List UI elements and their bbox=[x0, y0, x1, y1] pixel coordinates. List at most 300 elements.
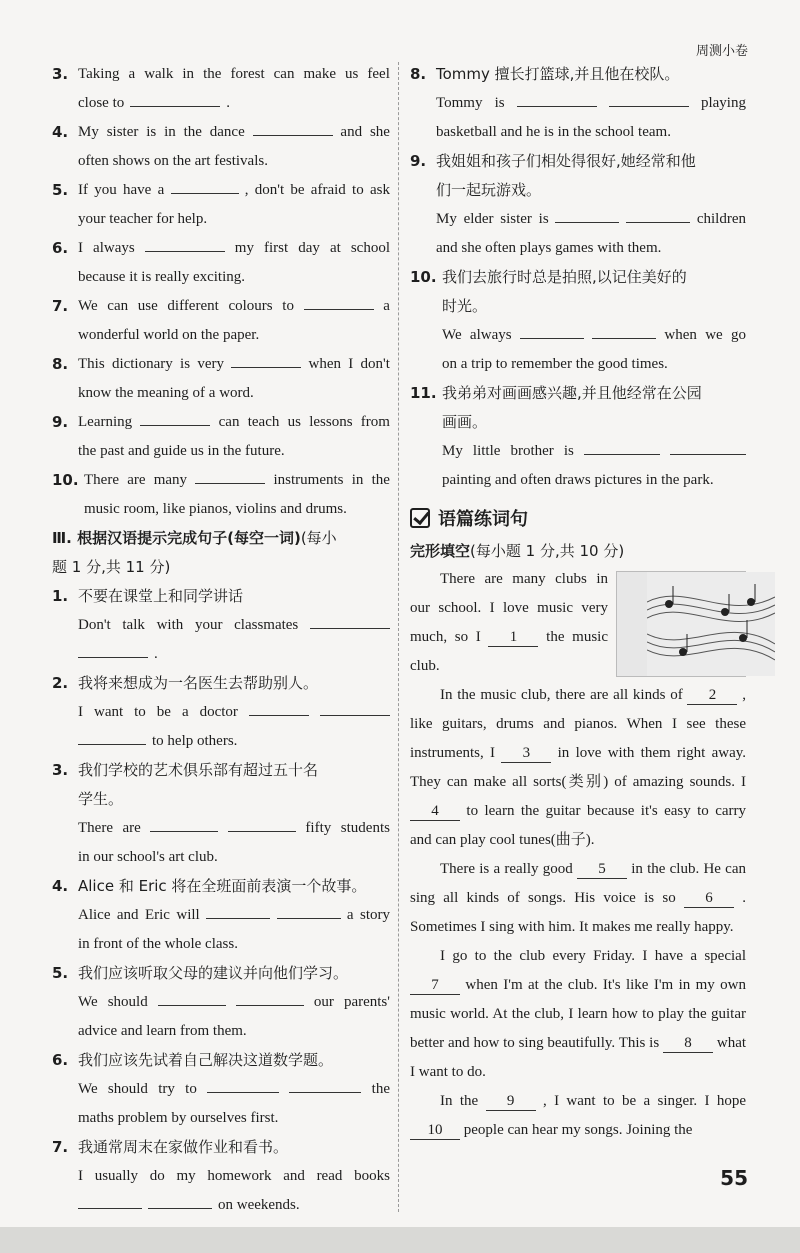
section-3-score-line bbox=[52, 553, 390, 582]
word: try bbox=[158, 1081, 175, 1097]
text-line bbox=[78, 930, 390, 959]
question-number: 4. bbox=[52, 877, 69, 895]
text-line bbox=[78, 350, 390, 379]
section-3-score-cont: 题 1 分,共 11 分) bbox=[52, 558, 171, 576]
text-line bbox=[442, 350, 746, 379]
word: My bbox=[436, 211, 457, 227]
question-item bbox=[52, 292, 390, 350]
question-item bbox=[52, 234, 390, 292]
question-item bbox=[52, 669, 390, 756]
answer-blank[interactable] bbox=[520, 322, 584, 339]
practice-title: 语篇练词句 bbox=[438, 509, 528, 530]
word: my bbox=[234, 240, 254, 256]
cloze-text: what I want to do. bbox=[410, 1035, 747, 1080]
answer-blank[interactable] bbox=[249, 699, 309, 716]
answer-blank[interactable] bbox=[78, 1192, 142, 1209]
question-item bbox=[52, 466, 390, 524]
text-line bbox=[78, 727, 390, 756]
question-number: 10. bbox=[410, 268, 437, 286]
answer-blank[interactable] bbox=[78, 728, 146, 745]
word: I bbox=[78, 240, 83, 256]
text-line bbox=[78, 1017, 390, 1046]
question-item bbox=[52, 756, 390, 872]
answer-blank[interactable] bbox=[670, 438, 746, 455]
word: There bbox=[78, 820, 113, 836]
chinese-prompt: 我们应该先试着自己解决这道数学题。 bbox=[78, 1051, 334, 1069]
word: talk bbox=[122, 617, 145, 633]
word: is bbox=[538, 211, 549, 227]
text-line bbox=[78, 205, 390, 234]
word: different bbox=[167, 298, 219, 314]
word: ask bbox=[369, 182, 390, 198]
word: feel bbox=[367, 66, 390, 82]
word: We bbox=[78, 1081, 98, 1097]
question-number: 7. bbox=[52, 1138, 69, 1156]
word: parents' bbox=[343, 994, 390, 1010]
word: usually bbox=[94, 1168, 139, 1184]
answer-blank[interactable] bbox=[130, 90, 220, 107]
chinese-prompt: 我们应该听取父母的建议并向他们学习。 bbox=[78, 964, 349, 982]
text-line bbox=[78, 1075, 390, 1104]
word: Learning bbox=[78, 414, 133, 430]
question-item bbox=[52, 350, 390, 408]
cloze-heading bbox=[410, 537, 746, 565]
word: We bbox=[78, 298, 98, 314]
column-divider bbox=[398, 62, 399, 1212]
text-line bbox=[78, 988, 390, 1017]
answer-blank[interactable] bbox=[158, 989, 226, 1006]
word: in bbox=[182, 66, 195, 82]
text-line bbox=[78, 437, 390, 466]
word: from bbox=[360, 414, 390, 430]
answer-blank[interactable] bbox=[78, 641, 148, 658]
word: use bbox=[137, 298, 158, 314]
word: There bbox=[84, 472, 119, 488]
word: I bbox=[78, 704, 83, 720]
answer-blank[interactable] bbox=[320, 699, 390, 716]
word: do bbox=[149, 1168, 165, 1184]
text-line bbox=[436, 234, 746, 263]
text-line bbox=[78, 60, 390, 89]
word: Tommy bbox=[436, 95, 483, 111]
cloze-blank-5[interactable]: 5 bbox=[577, 860, 627, 879]
word: dance bbox=[209, 124, 245, 140]
music-staff-icon bbox=[647, 572, 775, 676]
word: read bbox=[316, 1168, 343, 1184]
word: have bbox=[123, 182, 152, 198]
word: basketball and he is in the school team. bbox=[436, 124, 671, 140]
word: the bbox=[371, 1081, 390, 1097]
word: my bbox=[176, 1168, 196, 1184]
question-number: 9. bbox=[410, 152, 427, 170]
word: us bbox=[345, 66, 359, 82]
question-number: 5. bbox=[52, 964, 69, 982]
word: close to bbox=[78, 95, 125, 111]
word: us bbox=[287, 414, 301, 430]
cloze-blank-3[interactable]: 3 bbox=[501, 744, 551, 763]
word: My bbox=[78, 124, 99, 140]
word: should bbox=[107, 994, 148, 1010]
word: on weekends. bbox=[218, 1197, 300, 1213]
answer-blank[interactable] bbox=[555, 206, 619, 223]
word: the bbox=[371, 472, 390, 488]
question-number: 3. bbox=[52, 761, 69, 779]
word: advice and learn from them. bbox=[78, 1023, 247, 1039]
answer-blank[interactable] bbox=[206, 902, 270, 919]
word: first bbox=[264, 240, 289, 256]
cloze-score: (每小题 1 分,共 10 分) bbox=[470, 542, 625, 560]
text-line bbox=[436, 205, 746, 234]
answer-blank[interactable] bbox=[145, 235, 225, 252]
right-column bbox=[410, 60, 746, 1145]
word: go bbox=[730, 327, 746, 343]
cloze-blank-10[interactable]: 10 bbox=[410, 1121, 460, 1140]
chinese-prompt-cont: 时光。 bbox=[442, 297, 488, 315]
cloze-blank-4[interactable]: 4 bbox=[410, 802, 460, 821]
word: painting and often draws pictures in the park. bbox=[442, 472, 714, 488]
cloze-paragraph bbox=[410, 565, 746, 681]
word: walk bbox=[144, 66, 174, 82]
word: and bbox=[340, 124, 363, 140]
word: when bbox=[664, 327, 697, 343]
word: the past and guide us in the future. bbox=[78, 443, 285, 459]
word: This bbox=[78, 356, 105, 372]
word: in front of the whole class. bbox=[78, 936, 238, 952]
answer-blank[interactable] bbox=[228, 815, 296, 832]
word: and she often plays games with them. bbox=[436, 240, 662, 256]
text-line bbox=[442, 321, 746, 350]
word: our bbox=[313, 994, 334, 1010]
word: when bbox=[308, 356, 341, 372]
page-number: 55 bbox=[720, 1166, 748, 1190]
word: playing bbox=[700, 95, 746, 111]
word: to bbox=[185, 1081, 197, 1097]
question-number: 5. bbox=[52, 181, 69, 199]
question-number: 2. bbox=[52, 674, 69, 692]
word: Taking bbox=[78, 66, 120, 82]
chinese-prompt: 我通常周末在家做作业和看书。 bbox=[78, 1138, 289, 1156]
word: your teacher for help. bbox=[78, 211, 208, 227]
cloze-text: people can hear my songs. Joining the bbox=[463, 1122, 693, 1138]
word: school bbox=[350, 240, 390, 256]
answer-blank[interactable] bbox=[277, 902, 341, 919]
word: to bbox=[134, 704, 146, 720]
word: are bbox=[127, 472, 146, 488]
cloze-text: to learn the guitar because it's easy to carry and can play cool tunes(曲子). bbox=[410, 803, 747, 848]
cloze-paragraph bbox=[410, 942, 746, 1087]
text-line bbox=[78, 292, 390, 321]
left-column bbox=[52, 60, 390, 1220]
question-number: 11. bbox=[410, 384, 437, 402]
text-line bbox=[78, 321, 390, 350]
answer-blank[interactable] bbox=[253, 119, 333, 136]
word: your bbox=[194, 617, 223, 633]
text-line bbox=[78, 814, 390, 843]
word: to bbox=[282, 298, 294, 314]
word: we bbox=[705, 327, 723, 343]
header-tag: 周测小卷 bbox=[695, 44, 748, 59]
word: forest bbox=[230, 66, 265, 82]
word: books bbox=[354, 1168, 390, 1184]
cloze-blank-6[interactable]: 6 bbox=[684, 889, 734, 908]
text-line bbox=[436, 89, 746, 118]
word: lessons bbox=[309, 414, 353, 430]
text-line bbox=[442, 437, 746, 466]
cloze-blank-9[interactable]: 9 bbox=[486, 1092, 536, 1111]
cloze-text: the music club. bbox=[410, 629, 608, 674]
answer-blank[interactable] bbox=[148, 1192, 212, 1209]
word: sister bbox=[106, 124, 139, 140]
word: the bbox=[183, 124, 202, 140]
word: . bbox=[226, 95, 230, 111]
question-item bbox=[410, 263, 746, 379]
word: fifty bbox=[305, 820, 332, 836]
question-item bbox=[52, 872, 390, 959]
chinese-prompt: Alice 和 Eric 将在全班面前表演一个故事。 bbox=[78, 877, 367, 895]
word: often shows on the art festivals. bbox=[78, 153, 268, 169]
answer-blank[interactable] bbox=[592, 322, 656, 339]
cloze-text: There is a really good bbox=[440, 861, 573, 877]
word: instruments bbox=[273, 472, 344, 488]
word: a bbox=[383, 298, 390, 314]
word: children bbox=[696, 211, 746, 227]
word: make bbox=[303, 66, 336, 82]
answer-blank[interactable] bbox=[310, 612, 390, 629]
cloze-text: In the bbox=[440, 1093, 479, 1109]
text-line bbox=[442, 466, 746, 495]
word: Eric bbox=[144, 907, 170, 923]
chinese-prompt: Tommy 擅长打篮球,并且他在校队。 bbox=[436, 65, 680, 83]
word: music room, like pianos, violins and drums. bbox=[84, 501, 347, 517]
text-line bbox=[436, 118, 746, 147]
word: students bbox=[340, 820, 390, 836]
word: Alice bbox=[78, 907, 111, 923]
cloze-text: in the club. He can sing all kinds of songs. His voice is so bbox=[410, 861, 746, 906]
word: If bbox=[78, 182, 88, 198]
text-line bbox=[78, 901, 390, 930]
word: I bbox=[348, 356, 354, 372]
question-item bbox=[52, 582, 390, 669]
word: always bbox=[93, 240, 135, 256]
question-item bbox=[52, 1046, 390, 1133]
text-line bbox=[78, 379, 390, 408]
word: My bbox=[442, 443, 463, 459]
word: in bbox=[351, 472, 364, 488]
text-line bbox=[84, 495, 390, 524]
word: classmates bbox=[234, 617, 299, 633]
word: can bbox=[218, 414, 240, 430]
answer-blank[interactable] bbox=[584, 438, 660, 455]
word: should bbox=[107, 1081, 148, 1097]
chinese-prompt: 我们学校的艺术俱乐部有超过五十名 bbox=[78, 761, 319, 779]
music-notes-image bbox=[616, 571, 746, 677]
word: I bbox=[78, 1168, 83, 1184]
word: you bbox=[94, 182, 117, 198]
word: very bbox=[197, 356, 224, 372]
answer-blank[interactable] bbox=[195, 467, 265, 484]
answer-blank[interactable] bbox=[236, 989, 304, 1006]
word: many bbox=[153, 472, 188, 488]
word: will bbox=[176, 907, 200, 923]
cloze-text: I go to the club every Friday. I have a special bbox=[440, 948, 746, 964]
text-line bbox=[78, 843, 390, 872]
word: and bbox=[283, 1168, 305, 1184]
bottom-band bbox=[0, 1227, 800, 1253]
question-item bbox=[52, 60, 390, 118]
question-number: 9. bbox=[52, 413, 69, 431]
cloze-text: , like guitars, drums and pianos. When I see these instruments, I bbox=[410, 687, 747, 761]
word: be bbox=[290, 182, 305, 198]
question-item bbox=[52, 408, 390, 466]
word: because it is really exciting. bbox=[78, 269, 246, 285]
question-number: 10. bbox=[52, 471, 79, 489]
word: a bbox=[157, 182, 165, 198]
word: Don't bbox=[78, 617, 111, 633]
word: is bbox=[146, 124, 157, 140]
text-line bbox=[78, 234, 390, 263]
answer-blank[interactable] bbox=[231, 351, 301, 368]
question-number: 1. bbox=[52, 587, 69, 605]
cloze-paragraph bbox=[410, 681, 746, 855]
question-item bbox=[410, 60, 746, 147]
text-line bbox=[78, 1191, 390, 1220]
word: in our school's art club. bbox=[78, 849, 218, 865]
word: brother bbox=[510, 443, 554, 459]
word: We bbox=[442, 327, 462, 343]
question-number: 6. bbox=[52, 239, 69, 257]
cloze-blank-8[interactable]: 8 bbox=[663, 1034, 713, 1053]
word: with bbox=[156, 617, 184, 633]
checkbox-icon bbox=[410, 508, 430, 528]
word: sister bbox=[500, 211, 532, 227]
question-item bbox=[52, 1133, 390, 1220]
chinese-prompt-cont: 们一起玩游戏。 bbox=[436, 181, 542, 199]
word: . bbox=[154, 646, 158, 662]
question-number: 8. bbox=[52, 355, 69, 373]
question-item bbox=[52, 959, 390, 1046]
question-number: 7. bbox=[52, 297, 69, 315]
word: elder bbox=[463, 211, 494, 227]
word: on a trip to remember the good times. bbox=[442, 356, 668, 372]
word: afraid bbox=[310, 182, 346, 198]
text-line bbox=[78, 176, 390, 205]
cloze-text: There are many clubs in our school. I love music very much, so I bbox=[410, 571, 608, 645]
question-item bbox=[52, 118, 390, 176]
word: don't bbox=[254, 182, 285, 198]
word: We bbox=[78, 994, 98, 1010]
cloze-blank-7[interactable]: 7 bbox=[410, 976, 460, 995]
question-number: 3. bbox=[52, 65, 69, 83]
word: to help others. bbox=[152, 733, 238, 749]
word: and bbox=[116, 907, 139, 923]
word: , bbox=[244, 182, 249, 198]
word: to bbox=[352, 182, 364, 198]
section-3-title bbox=[52, 524, 390, 553]
text-line bbox=[78, 408, 390, 437]
cloze-title: 完形填空 bbox=[410, 542, 471, 560]
text-line bbox=[78, 89, 390, 118]
answer-blank[interactable] bbox=[304, 293, 374, 310]
cloze-text: In the music club, there are all kinds of bbox=[440, 687, 683, 703]
question-number: 4. bbox=[52, 123, 69, 141]
text-line bbox=[78, 611, 390, 640]
word: always bbox=[469, 327, 512, 343]
word: know the meaning of a word. bbox=[78, 385, 254, 401]
practice-heading bbox=[410, 505, 746, 531]
answer-blank[interactable] bbox=[207, 1076, 279, 1093]
word: in bbox=[164, 124, 176, 140]
answer-blank[interactable] bbox=[171, 177, 239, 194]
word: doctor bbox=[199, 704, 238, 720]
word: want bbox=[93, 704, 124, 720]
chinese-prompt-cont: 学生。 bbox=[78, 790, 124, 808]
section-3-heading: Ⅲ. 根据汉语提示完成句子(每空一词) bbox=[52, 529, 301, 547]
word: at bbox=[329, 240, 341, 256]
answer-blank[interactable] bbox=[140, 409, 210, 426]
question-item bbox=[52, 176, 390, 234]
word: a bbox=[181, 704, 189, 720]
chinese-prompt-cont: 画画。 bbox=[442, 413, 488, 431]
cloze-text: . Sometimes I sing with him. It makes me really happy. bbox=[410, 890, 746, 935]
chinese-prompt: 我将来想成为一名医生去帮助别人。 bbox=[78, 674, 319, 692]
cloze-text: in love with them right away. They can make all sorts(类别) of amazing sounds. I bbox=[410, 745, 747, 790]
question-item bbox=[410, 379, 746, 495]
question-number: 6. bbox=[52, 1051, 69, 1069]
word: little bbox=[472, 443, 501, 459]
word: story bbox=[360, 907, 390, 923]
word: homework bbox=[207, 1168, 272, 1184]
text-line bbox=[78, 118, 390, 147]
word: is bbox=[563, 443, 574, 459]
answer-blank[interactable] bbox=[609, 90, 689, 107]
answer-blank[interactable] bbox=[517, 90, 597, 107]
word: the bbox=[203, 66, 222, 82]
cloze-blank-1[interactable]: 1 bbox=[488, 628, 538, 647]
cloze-text: when I'm at the club. It's like I'm in my own music world. At the club, I learn how to play the guitar better and how to sing beautifully. This is bbox=[410, 977, 747, 1051]
word: she bbox=[369, 124, 390, 140]
word: maths problem by ourselves first. bbox=[78, 1110, 279, 1126]
word: teach bbox=[247, 414, 280, 430]
word: don't bbox=[360, 356, 390, 372]
answer-blank[interactable] bbox=[626, 206, 690, 223]
cloze-blank-2[interactable]: 2 bbox=[687, 686, 737, 705]
answer-blank[interactable] bbox=[150, 815, 218, 832]
word: a bbox=[346, 907, 354, 923]
text-line bbox=[78, 1162, 390, 1191]
text-line bbox=[84, 466, 390, 495]
word: colours bbox=[228, 298, 273, 314]
text-line bbox=[78, 640, 390, 669]
chinese-prompt: 我姐姐和孩子们相处得很好,她经常和他 bbox=[436, 152, 696, 170]
cloze-paragraph bbox=[410, 1087, 746, 1145]
word: be bbox=[156, 704, 171, 720]
text-line bbox=[78, 1104, 390, 1133]
section-3-score: (每小 bbox=[300, 529, 337, 547]
word: dictionary bbox=[111, 356, 173, 372]
answer-blank[interactable] bbox=[289, 1076, 361, 1093]
question-item bbox=[410, 147, 746, 263]
word: are bbox=[122, 820, 141, 836]
word: can bbox=[107, 298, 129, 314]
question-number: 8. bbox=[410, 65, 427, 83]
word: wonderful world on the paper. bbox=[78, 327, 260, 343]
text-line bbox=[78, 698, 390, 727]
chinese-prompt: 我们去旅行时总是拍照,以记住美好的 bbox=[442, 268, 687, 286]
word: day bbox=[298, 240, 320, 256]
word: is bbox=[180, 356, 191, 372]
word: is bbox=[494, 95, 505, 111]
chinese-prompt: 不要在课堂上和同学讲话 bbox=[78, 587, 244, 605]
